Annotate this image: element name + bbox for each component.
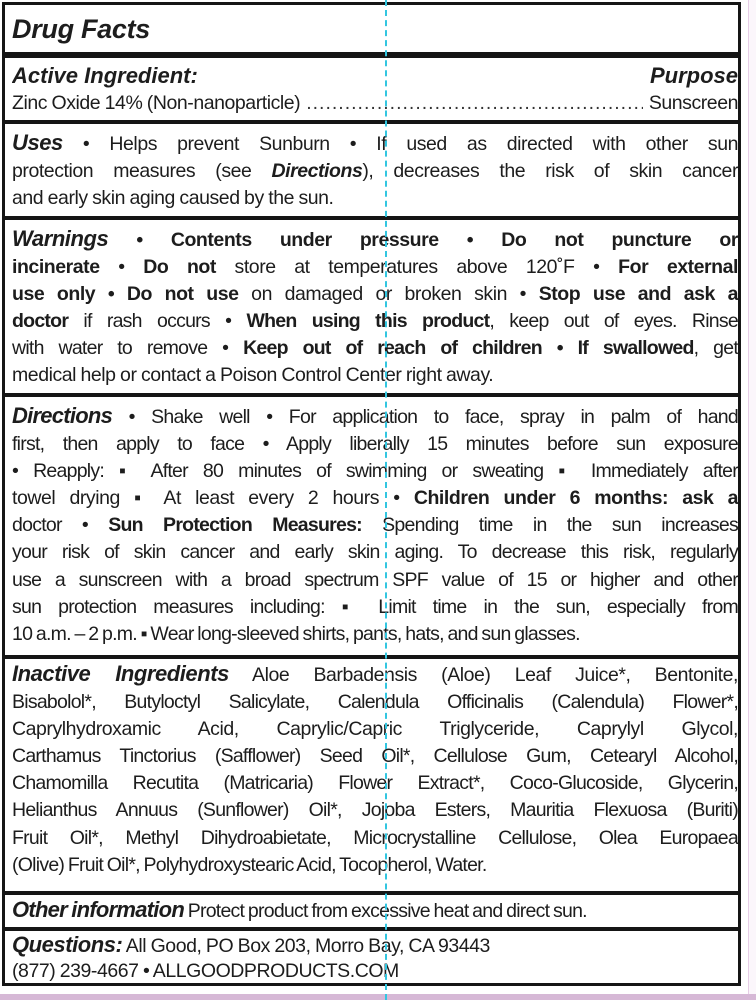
other-information-section	[12, 896, 738, 925]
directions-rule	[5, 393, 738, 397]
inactive-line-3: Caprylhydroxamic Acid, Caprylic/Capric Triglyceride, Caprylyl Glycol,	[12, 718, 738, 741]
warnings-line-3: use only • Do not use on damaged or broken skin • Stop use and ask a	[12, 283, 738, 306]
warnings-line-6: medical help or contact a Poison Control Center right away.	[12, 364, 494, 387]
directions-line-7: use a sunscreen with a broad spectrum SPF value of 15 or higher and other	[12, 568, 738, 591]
inactive-ingredients-heading: Inactive Ingredients	[12, 661, 229, 686]
uses-heading: Uses	[12, 130, 63, 155]
directions-line-5: doctor • Sun Protection Measures: Spending time in the sun increases	[12, 514, 738, 537]
inactive-line-2: Bisabolol*, Butyloctyl Salicylate, Calendula Officinalis (Calendula) Flower*,	[12, 691, 738, 714]
directions-line-2: first, then apply to face • Apply liberally 15 minutes before sun exposure	[12, 433, 738, 456]
active-ingredient-heading: Active Ingredient:	[12, 63, 198, 88]
dot-leader	[306, 91, 643, 115]
uses-line-1: • Helps prevent Sunburn • If used as directed with other sun	[82, 133, 738, 155]
label-bottom-edge	[0, 994, 756, 1000]
directions-line-8: sun protection measures including: ▪ Limit time in the sun, especially from	[12, 595, 738, 618]
inactive-line-6: Helianthus Annuus (Sunflower) Oil*, Jojoba Esters, Mauritia Flexuosa (Buriti)	[12, 799, 738, 822]
questions-heading: Questions:	[12, 932, 123, 957]
warnings-section	[12, 225, 738, 390]
directions-line-1: • Shake well • For application to face, spray in palm of hand	[112, 406, 738, 428]
other-information-text: Protect product from excessive heat and direct sun.	[184, 900, 587, 922]
label-right-edge	[748, 0, 756, 1000]
directions-reference: Directions	[271, 160, 363, 183]
uses-section	[12, 129, 738, 212]
inactive-line-7: Fruit Oil*, Methyl Dihydroabietate, Microcrystalline Cellulose, Olea Europaea	[12, 826, 738, 849]
inactive-line-8: (Olive) Fruit Oil*, Polyhydroxystearic Acid, Tocopherol, Water.	[12, 853, 487, 876]
inactive-rule	[5, 655, 738, 659]
uses-rule	[5, 120, 738, 124]
inactive-line-1: Aloe Barbadensis (Aloe) Leaf Juice*, Bentonite,	[228, 664, 738, 686]
warnings-rule	[5, 216, 738, 220]
active-ingredient-name: Zinc Oxide 14% (Non-nanoparticle)	[12, 92, 301, 114]
directions-line-9: 10 a.m. – 2 p.m. ▪ Wear long-sleeved shirts, pants, hats, and sun glasses.	[12, 622, 580, 645]
questions-contact: (877) 239-4667 • ALLGOODPRODUCTS.COM	[12, 960, 399, 982]
warnings-line-4: doctor if rash occurs • When using this product, keep out of eyes. Rinse	[12, 310, 738, 333]
directions-heading: Directions	[12, 403, 113, 428]
directions-line-6: your risk of skin cancer and early skin aging. To decrease this risk, regularly	[12, 541, 738, 564]
inactive-line-4: Carthamus Tinctorius (Safflower) Seed Oil*, Cellulose Gum, Cetearyl Alcohol,	[12, 745, 738, 768]
purpose-heading: Purpose	[649, 63, 738, 88]
warnings-line-2: incinerate • Do not store at temperatures above 120˚F • For external	[12, 256, 738, 279]
warnings-heading: Warnings	[12, 226, 109, 251]
title-rule	[5, 52, 738, 58]
inactive-ingredients-section	[12, 660, 738, 879]
other-information-heading: Other information	[12, 897, 185, 922]
uses-line-2: protection measures (see Directions), decreases the risk of skin cancer	[12, 160, 738, 183]
drug-facts-panel	[2, 2, 741, 986]
questions-rule	[5, 927, 738, 931]
directions-section	[12, 402, 738, 648]
uses-line-3: and early skin aging caused by the sun.	[12, 187, 334, 210]
directions-line-3: • Reapply: ▪ After 80 minutes of swimming or sweating ▪ Immediately after	[12, 460, 738, 483]
questions-section	[12, 932, 738, 984]
questions-address: All Good, PO Box 203, Morro Bay, CA 93443	[122, 935, 490, 957]
warnings-line-5: with water to remove • Keep out of reach of children • If swallowed, get	[12, 337, 738, 360]
directions-line-4: towel drying ▪ At least every 2 hours • Children under 6 months: ask a	[12, 487, 738, 510]
active-ingredient-section	[12, 61, 738, 115]
inactive-line-5: Chamomilla Recutita (Matricaria) Flower Extract*, Coco-Glucoside, Glycerin,	[12, 772, 738, 795]
warnings-line-1: • Contents under pressure • Do not puncture or	[136, 229, 738, 251]
other-info-rule	[5, 891, 738, 895]
active-ingredient-purpose: Sunscreen	[648, 92, 738, 114]
drug-facts-title: Drug Facts	[12, 14, 151, 44]
